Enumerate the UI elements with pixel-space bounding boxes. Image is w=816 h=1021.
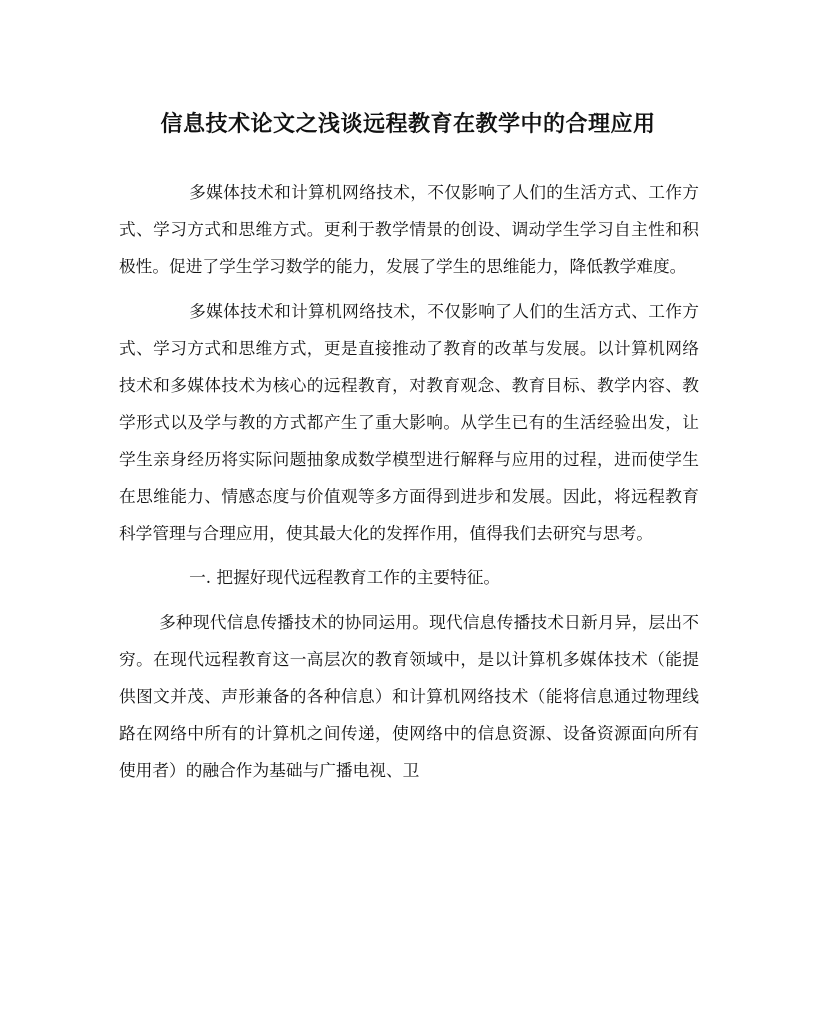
paragraph-impact: 多媒体技术和计算机网络技术，不仅影响了人们的生活方式、工作方式、学习方式和思维方式，更是直接推动了教育的改革与发展。以计算机网络技术和多媒体技术为核心的远程教育，对教育观念、教育目标、教学内容、教学形式以及学与教的方式都产生了重大影响。从学生已有的生活经验出发，让学生亲身经历将实际问题抽象成数学模型进行解释与应用的过程，进而使学生在思维能力、情感态度与价值观等多方面得到进步和发展。因此，将远程教育科学管理与合理应用，使其最大化的发挥作用，值得我们去研究与思考。 [119,300,699,543]
paragraph-intro: 多媒体技术和计算机网络技术，不仅影响了人们的生活方式、工作方式、学习方式和思维方式。更利于教学情景的创设、调动学生学习自主性和积极性。促进了学生学习数学的能力，发展了学生的思维能力，降低教学难度。 [119,182,699,276]
document-title: 信息技术论文之浅谈远程教育在教学中的合理应用 [160,111,656,137]
document-body [119,174,699,796]
section-heading-1: 一. 把握好现代远程教育工作的主要特征。 [189,567,501,587]
paragraph-technology: 多种现代信息传播技术的协同运用。现代信息传播技术日新月异，层出不穷。在现代远程教育这一高层次的教育领域中，是以计算机多媒体技术（能提供图文并茂、声形兼备的各种信息）和计算机网络技术（能将信息通过物理线路在网络中所有的计算机之间传递，使网络中的信息资源、设备资源面向所有使用者）的融合作为基础与广播电视、卫 [119,611,699,780]
